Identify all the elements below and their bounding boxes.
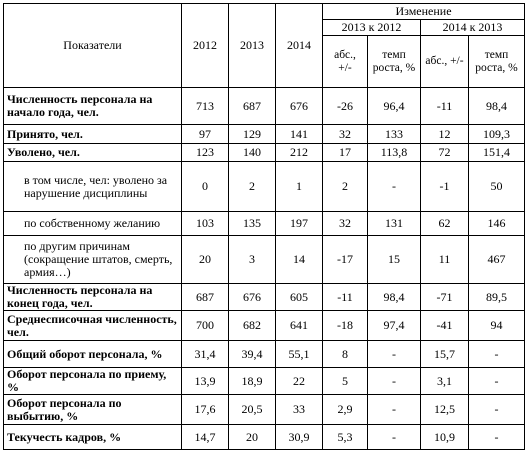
row-value: 32 <box>323 212 368 236</box>
row-value: 30,9 <box>276 425 323 450</box>
row-value: 713 <box>182 88 229 125</box>
row-value: 50 <box>469 162 525 212</box>
header-year-2013: 2013 <box>229 4 276 88</box>
row-value: 15 <box>368 236 421 284</box>
row-value: 18,9 <box>229 368 276 395</box>
table-row <box>4 341 525 368</box>
row-value: 5,3 <box>323 425 368 450</box>
table-row <box>4 125 525 144</box>
row-value: 20 <box>182 236 229 284</box>
row-value: 151,4 <box>469 144 525 162</box>
header-abs-2014: абс., +/- <box>421 36 469 88</box>
row-value: 31,4 <box>182 341 229 368</box>
row-value: 141 <box>276 125 323 144</box>
row-value: 72 <box>421 144 469 162</box>
row-value: 140 <box>229 144 276 162</box>
header-change: Изменение <box>323 4 525 20</box>
row-value: 97,4 <box>368 311 421 341</box>
row-value: 212 <box>276 144 323 162</box>
table-row <box>4 88 525 125</box>
table-row <box>4 395 525 425</box>
row-value: 17 <box>323 144 368 162</box>
row-value: 2 <box>229 162 276 212</box>
row-label: Оборот персонала по приему, % <box>4 368 182 395</box>
table-row <box>4 425 525 450</box>
row-value: 129 <box>229 125 276 144</box>
row-value: 96,4 <box>368 88 421 125</box>
row-value: 14,7 <box>182 425 229 450</box>
row-value: 682 <box>229 311 276 341</box>
row-value: 20,5 <box>229 395 276 425</box>
row-label: Численность персонала на конец года, чел. <box>4 284 182 311</box>
row-value: 94 <box>469 311 525 341</box>
staff-turnover-table <box>3 3 525 450</box>
row-value: 33 <box>276 395 323 425</box>
row-value: 11 <box>421 236 469 284</box>
table-row <box>4 284 525 311</box>
row-value: 109,3 <box>469 125 525 144</box>
table-row <box>4 311 525 341</box>
row-value: 1 <box>276 162 323 212</box>
row-value: 55,1 <box>276 341 323 368</box>
row-value: - <box>469 368 525 395</box>
row-value: 98,4 <box>469 88 525 125</box>
header-period-2014-vs-2013: 2014 к 2013 <box>421 20 525 36</box>
row-value: 98,4 <box>368 284 421 311</box>
row-value: 3,1 <box>421 368 469 395</box>
row-value: 97 <box>182 125 229 144</box>
row-label: Текучесть кадров, % <box>4 425 182 450</box>
row-value: 15,7 <box>421 341 469 368</box>
header-abs-2013: абс., +/- <box>323 36 368 88</box>
row-label: по собственному желанию <box>4 212 182 236</box>
row-label: Уволено, чел. <box>4 144 182 162</box>
row-value: 13,9 <box>182 368 229 395</box>
header-year-2012: 2012 <box>182 4 229 88</box>
row-value: 5 <box>323 368 368 395</box>
row-value: 17,6 <box>182 395 229 425</box>
row-value: 641 <box>276 311 323 341</box>
row-value: -11 <box>421 88 469 125</box>
row-value: 3 <box>229 236 276 284</box>
row-label: Среднесписочная численность, чел. <box>4 311 182 341</box>
row-value: 0 <box>182 162 229 212</box>
row-label: Принято, чел. <box>4 125 182 144</box>
row-value: - <box>469 341 525 368</box>
row-value: 133 <box>368 125 421 144</box>
row-value: 20 <box>229 425 276 450</box>
row-value: - <box>368 162 421 212</box>
row-value: 700 <box>182 311 229 341</box>
row-value: 676 <box>276 88 323 125</box>
row-value: -71 <box>421 284 469 311</box>
row-value: 135 <box>229 212 276 236</box>
table-body <box>4 4 525 450</box>
table-row <box>4 368 525 395</box>
row-value: 8 <box>323 341 368 368</box>
row-label: по другим причинам (сокращение штатов, смерть, армия…) <box>4 236 182 284</box>
header-year-2014: 2014 <box>276 4 323 88</box>
row-value: 39,4 <box>229 341 276 368</box>
row-value: 113,8 <box>368 144 421 162</box>
row-value: - <box>368 341 421 368</box>
row-value: 676 <box>229 284 276 311</box>
row-value: 197 <box>276 212 323 236</box>
header-indicators: Показатели <box>4 4 182 88</box>
header-row-1 <box>4 4 525 20</box>
table-row <box>4 236 525 284</box>
table-row <box>4 162 525 212</box>
row-value: -26 <box>323 88 368 125</box>
row-value: 146 <box>469 212 525 236</box>
row-value: 62 <box>421 212 469 236</box>
row-value: -11 <box>323 284 368 311</box>
table-row <box>4 212 525 236</box>
row-label: Численность персонала на начало года, чел. <box>4 88 182 125</box>
row-value: 12 <box>421 125 469 144</box>
row-value: 2 <box>323 162 368 212</box>
header-rate-2014: темп роста, % <box>469 36 525 88</box>
row-value: 2,9 <box>323 395 368 425</box>
header-period-2013-vs-2012: 2013 к 2012 <box>323 20 421 36</box>
row-value: 103 <box>182 212 229 236</box>
row-value: 687 <box>182 284 229 311</box>
row-value: - <box>368 425 421 450</box>
row-value: -18 <box>323 311 368 341</box>
row-label: Общий оборот персонала, % <box>4 341 182 368</box>
row-value: 89,5 <box>469 284 525 311</box>
row-value: 467 <box>469 236 525 284</box>
row-value: -1 <box>421 162 469 212</box>
row-value: 10,9 <box>421 425 469 450</box>
header-rate-2013: темп роста, % <box>368 36 421 88</box>
row-value: - <box>368 368 421 395</box>
row-value: -17 <box>323 236 368 284</box>
row-label: Оборот персонала по выбытию, % <box>4 395 182 425</box>
row-value: 12,5 <box>421 395 469 425</box>
row-value: -41 <box>421 311 469 341</box>
row-value: 32 <box>323 125 368 144</box>
row-value: 22 <box>276 368 323 395</box>
row-value: - <box>469 425 525 450</box>
row-value: 687 <box>229 88 276 125</box>
row-label: в том числе, чел: уволено за нарушение дисциплины <box>4 162 182 212</box>
table-row <box>4 144 525 162</box>
row-value: 14 <box>276 236 323 284</box>
row-value: 131 <box>368 212 421 236</box>
row-value: - <box>469 395 525 425</box>
row-value: - <box>368 395 421 425</box>
row-value: 123 <box>182 144 229 162</box>
row-value: 605 <box>276 284 323 311</box>
